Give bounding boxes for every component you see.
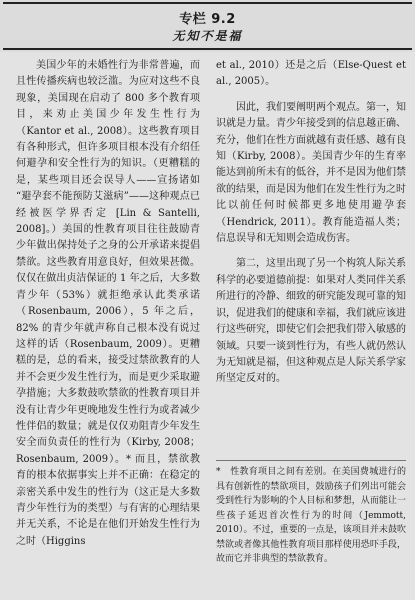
right-paragraph-3: 第二，这里出现了另一个构筑人际关系科学的必要道德前提：如果对人类同伴关系所进行的冷静、细致的研究能发现可靠的知识，促进我们的健康和幸福，我们就应该进行这些研究，即使它们会把我们带入敏感的领域。只要一谈到性行为，有些人就仍然认为无知就是福，但这种观点是人际关系学家所坚定反对的。 bbox=[216, 258, 406, 385]
box-subtitle: 无知不是福 bbox=[172, 29, 243, 43]
footnote bbox=[216, 465, 406, 567]
footnote-text: 性教育项目之间有差别。在美国费城进行的具有创新性的禁欲项目，鼓励孩子们列出可能会受到性行为影响的个人目标和梦想，从而能让一些孩子延迟首次性行为的时间（Jemmott, 2010）。不过，重要的一点是，该项目并未鼓吹禁欲或者像其他性教育项目那样使用恐吓手段，故而它并非典型的禁欲教育。 bbox=[216, 467, 406, 564]
right-column bbox=[216, 58, 406, 388]
right-paragraph-continuation: et al., 2010）还是之后（Else-Quest et al., 2005）。 bbox=[216, 60, 406, 88]
header-bottom-rule bbox=[3, 48, 412, 50]
left-paragraph-1: 美国少年的未婚性行为非常普遍，而且性传播疾病也较泛滥。为应对这些不良现象，美国现在启动了 800 多个教育项目，来劝止美国少年发生性行为（Kantor et al., 2008）。这些教育项目有各种形式，但许多项目根本没有介绍任何避孕和安全性行为的知识。（更糟糕的是，某些项目还会误导人——宣扬诸如 “避孕套不能预防艾滋病”——这种观点已经被医学界否定 [Lin & Santelli, 2008]。）美国的性教育项目往往鼓励青少年做出保持处子之身的公开承诺来提倡禁欲。这些教育用意良好，但效果甚微。仅仅在做出贞洁保证的 1 年之后，大多数青少年（53%）就拒绝承认此类承诺（Rosenbaum, 2006），5 年之后，82% 的青少年就声称自己根本没有说过这样的话（Rosenbaum, 2009）。更糟糕的是，总的看来，接受过禁欲教育的人并不会更少发生性行为，而是更少采取避孕措施；大多数鼓吹禁欲的性教育项目并没有让青少年更晚地发生性行为或者减少性伴侣的数量；就是仅仅劝阻青少年发生安全而负责任的性行为（Kirby, 2008；Rosenbaum, 2009）。* 而且，禁欲教育的根本依据事实上并不正确：在稳定的亲密关系中发生的性行为（这正是大多数青少年性行为的类型）与有害的心理结果并无关系，不论是在他们开始发生性行为之时（Higgins bbox=[16, 60, 200, 547]
left-column bbox=[16, 58, 200, 550]
box-title: 专栏 9.2 bbox=[179, 12, 236, 27]
sidebar-box-header bbox=[0, 0, 415, 52]
right-paragraph-2: 因此，我们要阐明两个观点。第一，知识就是力量。青少年接受到的信息越正确、充分，他们在性方面就越有责任感、越有良知（Kirby, 2008）。美国青少年的生育率能达到前所未有的低谷，并不是因为他们禁欲的结果，而是因为他们在发生性行为之时比以前任何时候都更多地使用避孕套（Hendrick, 2011）。教育能造福人类；信息误导和无知则会造成伤害。 bbox=[216, 101, 406, 245]
footnote-marker: * bbox=[216, 467, 221, 477]
header-top-rule bbox=[3, 2, 412, 4]
footnote-divider bbox=[216, 460, 406, 461]
